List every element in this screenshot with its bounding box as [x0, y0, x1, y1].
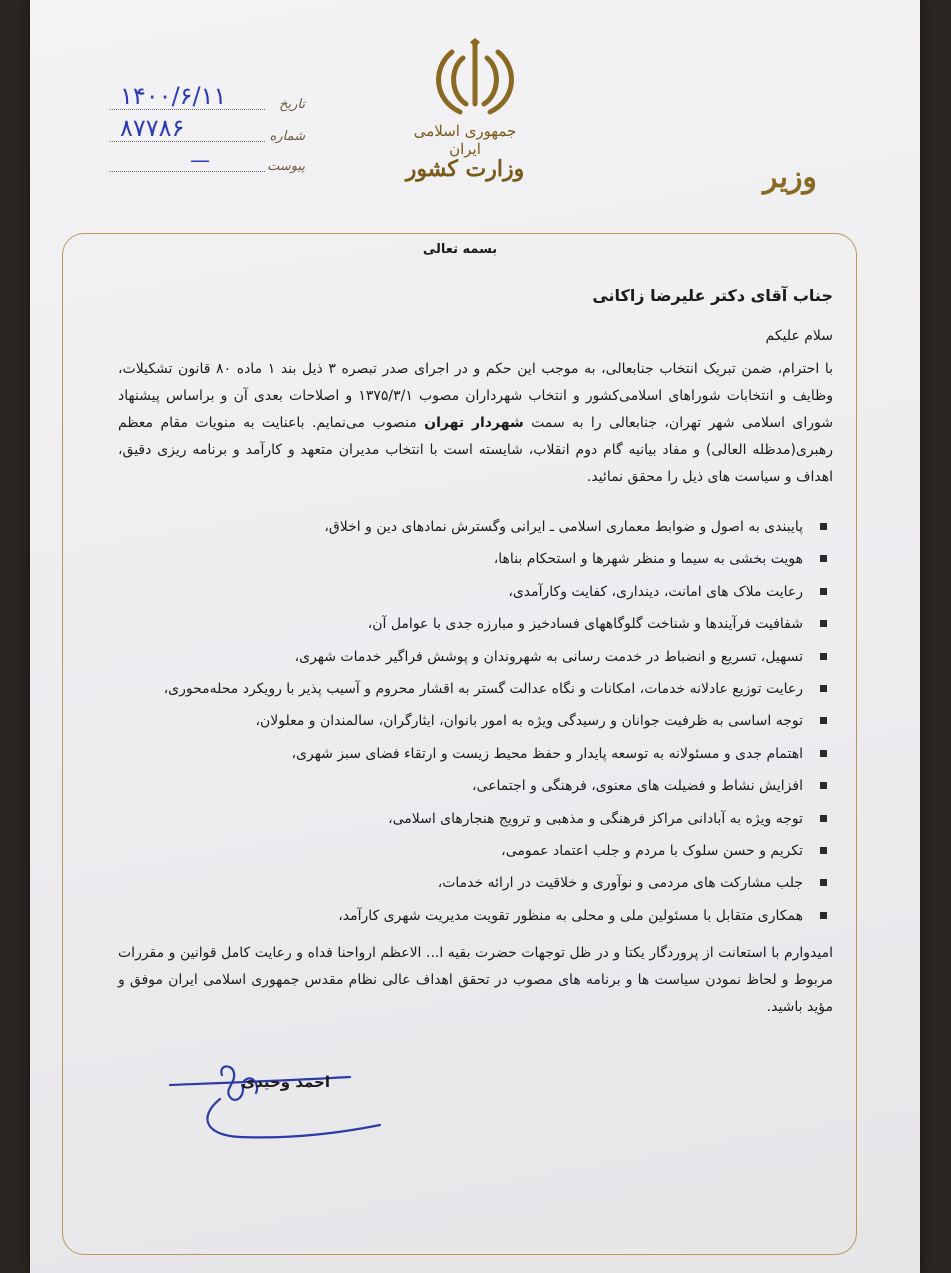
- list-item-text: شفافیت فرآیندها و شناخت گلوگاههای فسادخیز و مبارزه جدی با عوامل آن،: [367, 616, 803, 633]
- list-item-text: پایبندی به اصول و ضوابط معماری اسلامی ـ ایرانی وگسترش نمادهای دین و اخلاق،: [324, 519, 803, 535]
- bullet-square-icon: [820, 847, 827, 854]
- list-item: [118, 706, 833, 738]
- greeting: سلام علیکم: [765, 328, 833, 344]
- directives-list: [118, 512, 833, 933]
- ministry-name: وزارت کشور: [405, 156, 525, 182]
- iran-emblem-icon: [430, 38, 520, 120]
- country-name: جمهوری اسلامی ایران: [413, 122, 517, 158]
- bullet-square-icon: [820, 620, 827, 627]
- minister-title: وزیر: [763, 160, 817, 195]
- bullet-square-icon: [820, 555, 827, 562]
- date-label: تاریخ: [279, 97, 305, 112]
- list-item: [118, 642, 833, 674]
- list-item-text: جلب مشارکت های مردمی و نوآوری و خلاقیت در ارائه خدمات،: [437, 875, 803, 892]
- number-label: شماره: [269, 129, 305, 144]
- list-item-text: رعایت ملاک های امانت، دینداری، کفایت وکارآمدی،: [508, 583, 803, 600]
- list-item-text: هویت بخشی به سیما و منظر شهرها و استحکام بناها،: [493, 551, 803, 568]
- recipient: جناب آقای دکتر علیرضا زاکانی: [592, 286, 833, 305]
- bullet-square-icon: [820, 653, 827, 660]
- list-item: [118, 836, 833, 868]
- intro-part2: منصوب می‌نمایم. باعنایت به منویات مقام معظم رهبری(مدظله العالی) و مفاد بیانیه گام دوم انقلاب، شایسته است با انتخاب مدیران متعهد و کارآمد و برنامه ریزی دقیق، اهداف و سیاست های ذیل را محقق نمائید.: [118, 415, 833, 485]
- attachment-row: [110, 150, 305, 176]
- signature-scribble-icon: [160, 1055, 390, 1145]
- list-item: [118, 512, 833, 544]
- list-item: [118, 868, 833, 900]
- intro-bold: شهردار تهران: [424, 415, 524, 431]
- date-value: ۱۴۰۰/۶/۱۱: [120, 82, 227, 110]
- number-row: [110, 114, 305, 146]
- list-item-text: افزایش نشاط و فضیلت های معنوی، فرهنگی و اجتماعی،: [472, 778, 803, 795]
- bullet-square-icon: [820, 523, 827, 530]
- bullet-square-icon: [820, 588, 827, 595]
- bullet-square-icon: [820, 912, 827, 919]
- list-item: [118, 577, 833, 609]
- basmala: بسمه تعالی: [422, 242, 498, 257]
- list-item-text: توجه اساسی به ظرفیت جوانان و رسیدگی ویژه به امور بانوان، ایثارگران، سالمندان و معلولان،: [255, 713, 803, 730]
- signature-name: احمد وحیدی: [241, 1073, 330, 1091]
- bullet-square-icon: [820, 685, 827, 692]
- list-item-text: تسهیل، تسریع و انضباط در خدمت رسانی به شهروندان و پوشش فراگیر خدمات شهری،: [294, 648, 803, 665]
- list-item: [118, 771, 833, 803]
- attachment-value: —: [190, 148, 213, 172]
- list-item: [118, 901, 833, 933]
- list-item: [118, 739, 833, 771]
- list-item-text: توجه ویژه به آبادانی مراکز فرهنگی و مذهبی و ترویج هنجارهای اسلامی،: [388, 810, 803, 827]
- bullet-square-icon: [820, 717, 827, 724]
- list-item: [118, 804, 833, 836]
- bullet-square-icon: [820, 750, 827, 757]
- list-item: [118, 674, 833, 706]
- bullet-square-icon: [820, 815, 827, 822]
- list-item-text: اهتمام جدی و مسئولانه به توسعه پایدار و حفظ محیط زیست و ارتقاء فضای سبز شهری،: [291, 745, 803, 762]
- intro-paragraph: [118, 356, 833, 491]
- list-item: [118, 544, 833, 576]
- list-item: [118, 609, 833, 641]
- bullet-square-icon: [820, 782, 827, 789]
- date-row: [110, 82, 305, 114]
- list-item-text: تکریم و حسن سلوک با مردم و جلب اعتماد عمومی،: [501, 842, 803, 859]
- closing-paragraph: امیدوارم با استعانت از پروردگار یکتا و در ظل توجهات حضرت بقیه ا... الاعظم ارواحنا فداه و رعایت کامل قوانین و مقررات مربوط و لحاظ نمودن سیاست ها و برنامه های مصوب در تحقق اهداف عالی نظام مقدس جمهوری اسلامی ایران موفق و مؤید باشید.: [118, 945, 833, 1015]
- intro-part1: با احترام، ضمن تبریک انتخاب جنابعالی، به موجب این حکم و در اجرای صدر تبصره ۳ ذیل بند ۱ ماده ۸۰ قانون تشکیلات، وظایف و انتخابات شوراهای اسلامی‌کشور و انتخاب شهرداران مصوب ۱۳۷۵/۳/۱ و اصلاحات بعدی آن و براساس پیشنهاد شورای اسلامی شهر تهران، جنابعالی را به سمت: [118, 361, 834, 431]
- number-value: ۸۷۷۸۶: [120, 114, 185, 142]
- list-item-text: رعایت توزیع عادلانه خدمات، امکانات و نگاه عدالت گستر به اقشار محروم و آسیب پذیر با رویکرد محله‌محوری،: [163, 680, 803, 697]
- bullet-square-icon: [820, 879, 827, 886]
- list-item-text: همکاری متقابل با مسئولین ملی و محلی به منظور تقویت مدیریت شهری کارآمد،: [338, 907, 803, 924]
- attachment-label: پیوست: [267, 159, 305, 174]
